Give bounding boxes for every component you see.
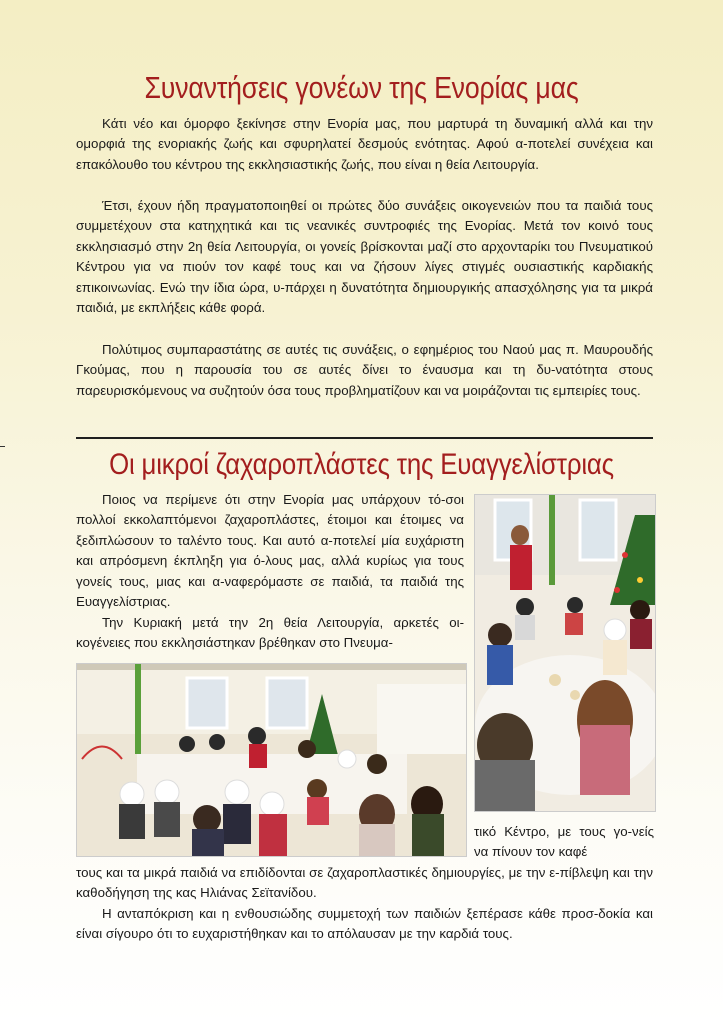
article-2-paragraph-2-continued: τικό Κέντρο, με τους γο-νείς να πίνουν τον καφέ	[474, 824, 654, 860]
section-divider	[76, 437, 653, 439]
article-2-title: Οι μικροί ζαχαροπλάστες της Ευαγγελίστριας	[109, 448, 614, 481]
kids-baking-photo-vertical	[474, 494, 656, 812]
article-1-paragraph-3: Πολύτιμος συμπαραστάτης σε αυτές τις συνάξεις, ο εφημέριος του Ναού μας π. Μαυρουδής Γκούμας, που η παρουσία του σε αυτές δίνει το έναυσμα και τη δυ-νατότητα στους παρευρισκόμενους να συζητούν όσα τους προβληματίζουν και να μοιράζονται τις εμπειρίες τους.	[76, 342, 653, 398]
article-1-paragraph-1: Κάτι νέο και όμορφο ξεκίνησε στην Ενορία μας, που μαρτυρά τη δυναμική αλλά και την ομορφιά της ενοριακής ζωής και σφυρηλατεί δεσμούς ενότητας. Αφού α-ποτελεί συνέχεια και επακόλουθο του κέντρου της εκκλησιαστικής ζωής, που είναι η θεία Λειτουργία.	[76, 116, 653, 172]
article-2-paragraph-2-end: τους και τα μικρά παιδιά να επιδίδονται σε ζαχαροπλαστικές δημιουργίες, με την ε-πίβλεψη και την καθοδήγηση της κας Ηλιάνας Σεϊτανίδου.	[76, 865, 653, 901]
article-1-paragraph-2: Έτσι, έχουν ήδη πραγματοποιηθεί οι πρώτες δύο συνάξεις οικογενειών που τα παιδιά τους συμμετέχουν στα κατηχητικά και τις νεανικές συντροφιές της Ενορίας. Μετά τον κοινό τους εκκλησιασμό στην 2η θεία Λειτουργία, οι γονείς βρίσκονται μαζί στο αρχονταρίκι του Πνευματικού Κέντρου για να πιούν τον καφέ τους και να ζήσουν λίγες στιγμές ουσιαστικής καρδιακής επικοινωνίας. Ενώ την ίδια ώρα, υ-πάρχει η δυνατότητα δημιουργικής απασχόλησης για τα μικρά παιδιά, με εκπλήξεις κάθε φορά.	[76, 198, 653, 316]
margin-mark	[0, 446, 5, 447]
article-2-paragraph-1: Ποιος να περίμενε ότι στην Ενορία μας υπάρχουν τό-σοι πολλοί εκκολαπτόμενοι ζαχαροπλάστες, έτοιμοι και έτοιμες να ξεδιπλώσουν το ταλέντο τους. Και αυτό α-ποτελεί μία ευχάριστη και απρόσμενη έκπληξη για ό-λους μας, αλλά κυρίως για τους γονείς τους, μιας και α-ναφερόμαστε σε παιδιά, τα παιδιά της Ευαγγελίστριας.	[76, 492, 464, 610]
kids-baking-photo-horizontal	[76, 663, 467, 857]
article-2-paragraph-2-start: Την Κυριακή μετά την 2η θεία Λειτουργία, αρκετές οι-κογένειες που εκκλησιάστηκαν βρέθηκαν στο Πνευμα-	[76, 615, 464, 651]
article-1-title: Συναντήσεις γονέων της Ενορίας μας	[144, 70, 579, 105]
article-2-paragraph-3: Η ανταπόκριση και η ενθουσιώδης συμμετοχή των παιδιών ξεπέρασε κάθε προσ-δοκία και είναι σίγουρο ότι το ευχαριστήθηκαν και το απόλαυσαν με την καρδιά τους.	[76, 906, 653, 942]
